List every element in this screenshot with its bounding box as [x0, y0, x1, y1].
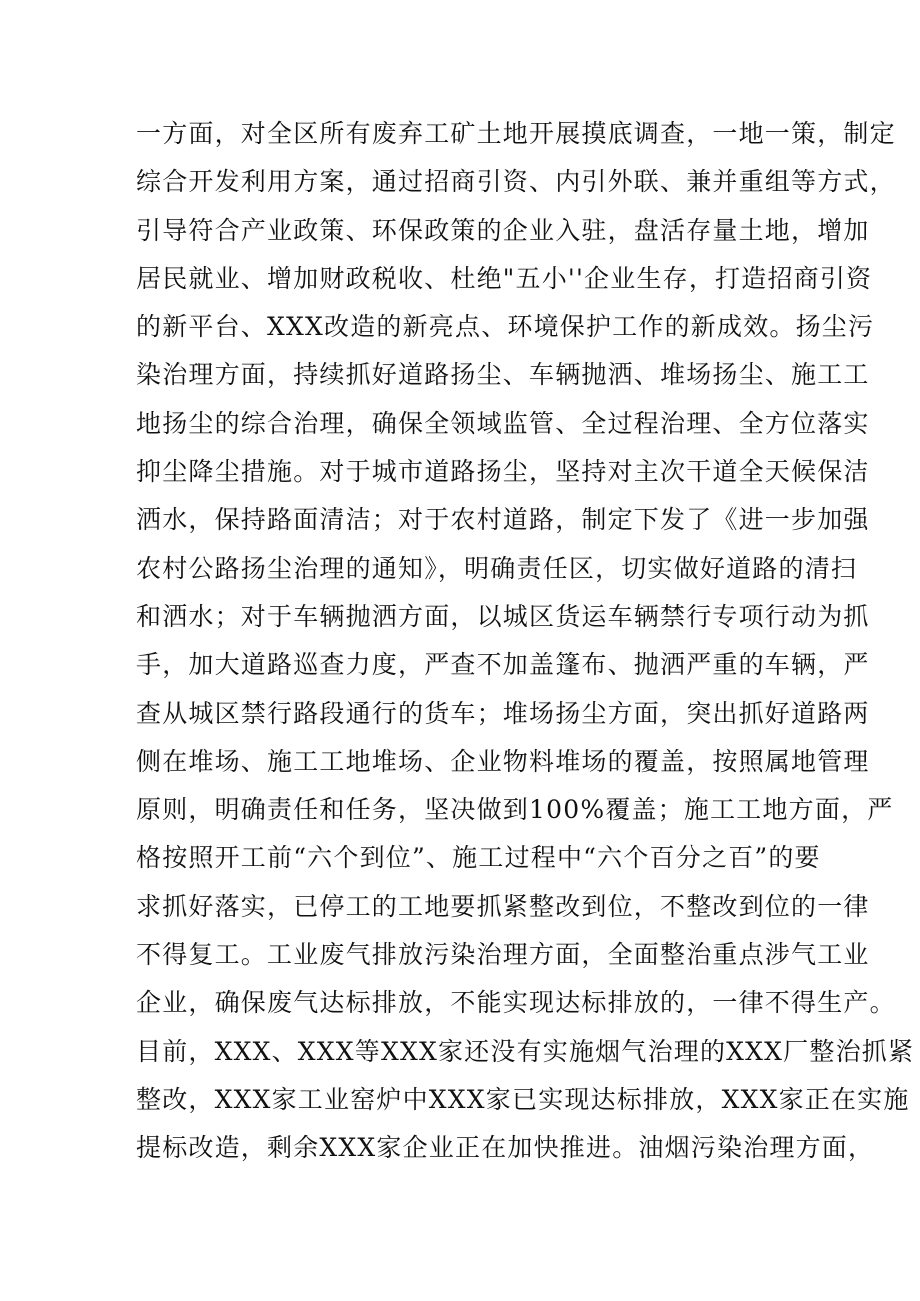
text-line: 手，加大道路巡查力度，严查不加盖篷布、抛洒严重的车辆，严	[136, 650, 870, 680]
text-line: 目前，XXX、XXX等XXX家还没有实施烟气治理的XXX厂整治抓紧	[136, 1036, 915, 1066]
text-line: 农村公路扬尘治理的通知》，明确责任区，切实做好道路的清扫	[136, 553, 858, 583]
text-line: 侧在堆场、施工工地堆场、企业物料堆场的覆盖，按照属地管理	[136, 746, 870, 776]
text-line: 和洒水；对于车辆抛洒方面，以城区货运车辆禁行专项行动为抓	[136, 601, 870, 631]
text-line: 综合开发利用方案，通过招商引资、内引外联、兼并重组等方式，	[136, 167, 896, 197]
text-line: 洒水，保持路面清洁；对于农村道路，制定下发了《进一步加强	[136, 505, 870, 535]
text-line: 查从城区禁行路段通行的货车；堆场扬尘方面，突出抓好道路两	[136, 698, 870, 728]
text-line: 不得复工。工业废气排放污染治理方面，全面整治重点涉气工业	[136, 940, 870, 970]
text-line: 提标改造，剩余XXX家企业正在加快推进。油烟污染治理方面，	[136, 1133, 875, 1163]
text-line: 居民就业、增加财政税收、杜绝"五小''企业生存，打造招商引资	[136, 263, 873, 293]
text-line: 的新平台、XXX改造的新亮点、环境保护工作的新成效。扬尘污	[136, 312, 875, 342]
text-line: 引导符合产业政策、环保政策的企业入驻，盘活存量土地，增加	[136, 215, 870, 245]
text-line: 染治理方面，持续抓好道路扬尘、车辆抛洒、堆场扬尘、施工工	[136, 360, 870, 390]
text-line: 原则，明确责任和任务，坚决做到100%覆盖；施工工地方面，严	[136, 795, 894, 825]
text-line: 企业，确保废气达标排放，不能实现达标排放的，一律不得生产。	[136, 988, 896, 1018]
text-line: 一方面，对全区所有废弃工矿土地开展摸底调查，一地一策，制定	[136, 119, 896, 148]
text-line: 抑尘降尘措施。对于城市道路扬尘，坚持对主次干道全天候保洁	[136, 457, 870, 487]
text-line: 地扬尘的综合治理，确保全领域监管、全过程治理、全方位落实	[136, 408, 870, 438]
text-line: 整改，XXX家工业窑炉中XXX家已实现达标排放，XXX家正在实施	[136, 1084, 910, 1114]
text-line: 格按照开工前“六个到位”、施工过程中“六个百分之百”的要	[136, 843, 821, 873]
text-line: 求抓好落实，已停工的工地要抓紧整改到位，不整改到位的一律	[136, 891, 870, 921]
body-paragraph	[136, 110, 915, 1173]
